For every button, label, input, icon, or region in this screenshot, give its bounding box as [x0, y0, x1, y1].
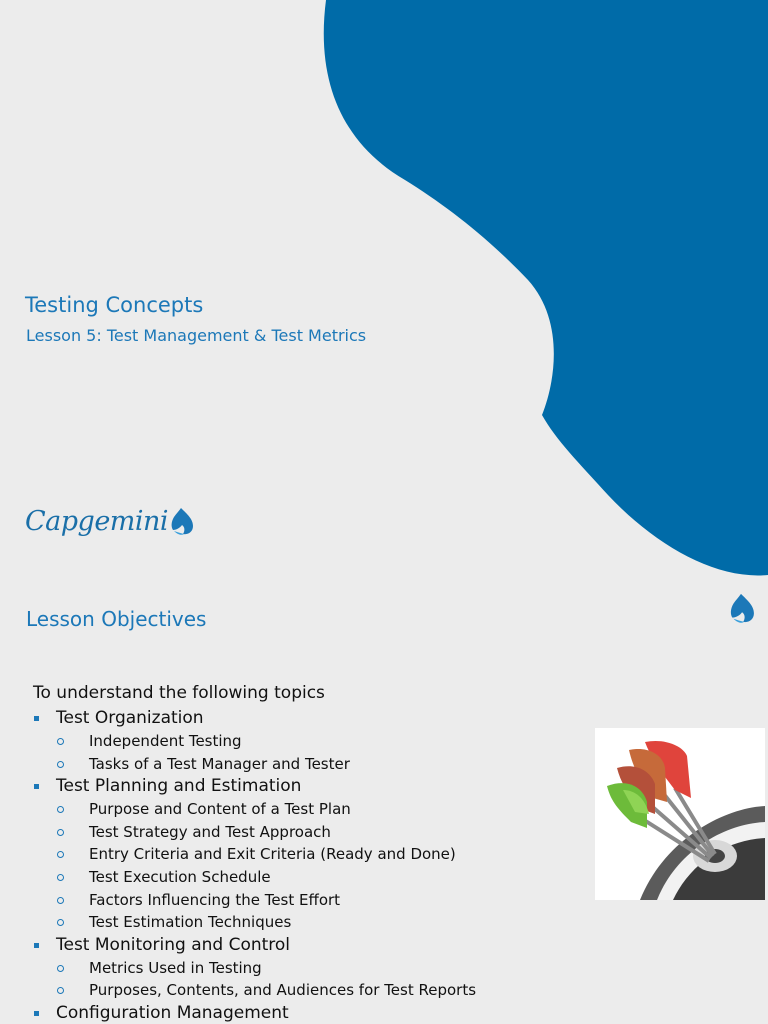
subtopic-label: Test Strategy and Test Approach [89, 822, 331, 841]
topic-item [33, 934, 593, 957]
subtopic-label: Independent Testing [89, 732, 242, 750]
topic-label: Test Monitoring and Control [56, 934, 291, 955]
circle-bullet-icon [57, 761, 64, 768]
subtopic-item [33, 798, 593, 821]
capgemini-logo [25, 506, 194, 537]
square-bullet-icon [34, 943, 39, 948]
objectives-slide [0, 580, 768, 1024]
spade-drop-icon [727, 592, 755, 626]
subtopic-label: Purpose and Content of a Test Plan [89, 800, 351, 819]
darts-illustration [595, 728, 765, 900]
subtopic-item [33, 911, 593, 934]
square-bullet-icon [34, 716, 39, 721]
subtopic-label: Metrics Used in Testing [89, 958, 262, 977]
subtopic-item [33, 730, 593, 753]
circle-bullet-icon [57, 806, 64, 813]
subtopic-item [33, 957, 593, 980]
circle-bullet-icon [57, 965, 64, 972]
subtopic-item [33, 843, 593, 866]
square-bullet-icon [34, 784, 39, 789]
presentation-title: Testing Concepts [25, 293, 204, 317]
subtopic-label: Test Execution Schedule [89, 867, 271, 886]
square-bullet-icon [34, 1011, 39, 1016]
subtopic-item [33, 753, 593, 776]
darts-on-target-image [595, 728, 765, 900]
subtopic-item [33, 821, 593, 844]
topic-item [33, 775, 593, 798]
circle-bullet-icon [57, 851, 64, 858]
circle-bullet-icon [57, 919, 64, 926]
circle-bullet-icon [57, 897, 64, 904]
topic-label: Test Planning and Estimation [56, 776, 302, 797]
circle-bullet-icon [57, 738, 64, 745]
topic-item [33, 707, 593, 730]
subtopic-item [33, 979, 593, 1002]
topic-item [33, 1002, 593, 1024]
intro-text: To understand the following topics [33, 683, 325, 703]
slide-title: Lesson Objectives [26, 607, 207, 631]
topic-label: Configuration Management [56, 1002, 289, 1023]
subtopic-label: Tasks of a Test Manager and Tester [89, 754, 350, 773]
objectives-list [33, 683, 593, 1024]
subtopic-label: Test Estimation Techniques [89, 913, 292, 932]
topic-label: Test Organization [56, 708, 204, 728]
subtopic-label: Entry Criteria and Exit Criteria (Ready and Done) [89, 845, 456, 864]
subtopic-item [33, 866, 593, 889]
subtopic-label: Factors Influencing the Test Effort [89, 890, 341, 909]
logo-text: Capgemini [25, 506, 169, 537]
spade-drop-icon [168, 507, 194, 537]
circle-bullet-icon [57, 874, 64, 881]
subtopic-item [33, 889, 593, 912]
subtopic-label: Purposes, Contents, and Audiences for Test Reports [89, 981, 477, 1000]
circle-bullet-icon [57, 829, 64, 836]
lesson-subtitle: Lesson 5: Test Management & Test Metrics [26, 326, 367, 345]
circle-bullet-icon [57, 987, 64, 994]
